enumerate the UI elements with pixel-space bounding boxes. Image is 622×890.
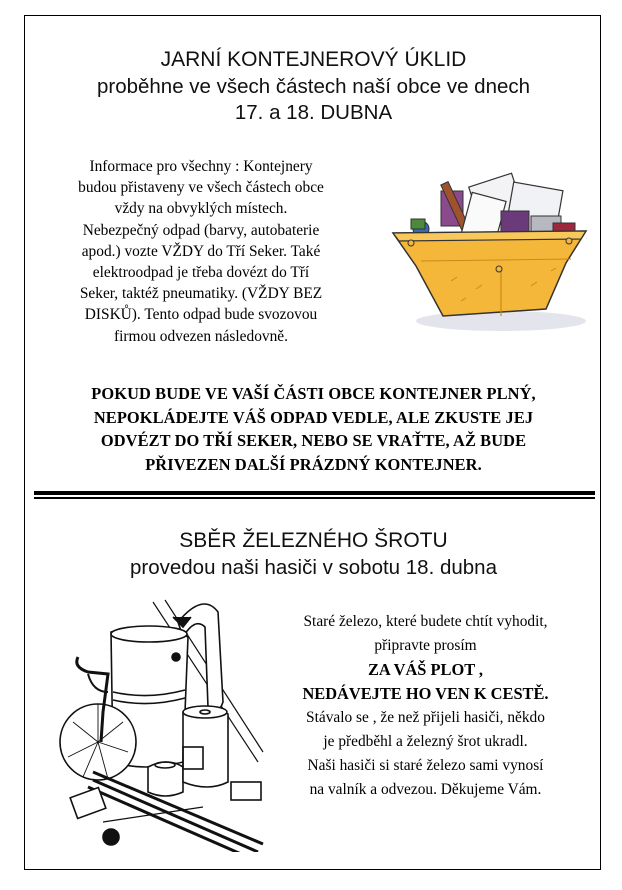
spring-cleanup-heading: [25, 48, 602, 125]
info-line: budou přistaveny ve všech částech obce: [78, 179, 324, 197]
scrap-text-line: na valník a odvezou. Děkujeme Vám.: [309, 781, 542, 798]
info-line: apod.) vozte VŽDY do Tří Seker. Také: [81, 242, 321, 260]
spring-cleanup-title: JARNÍ KONTEJNEROVÝ ÚKLID: [160, 48, 467, 71]
info-line: vždy na obvyklých místech.: [114, 200, 288, 218]
info-line: Nebezpečný odpad (barvy, autobaterie: [82, 221, 320, 239]
scrap-text-line-bold: ZA VÁŠ PLOT ,: [367, 660, 484, 679]
info-line: Informace pro všechny : Kontejnery: [89, 158, 313, 175]
notice-line: POKUD BUDE VE VAŠÍ ČÁSTI OBCE KONTEJNER PLNÝ,: [91, 384, 536, 403]
info-line: Seker, taktéž pneumatiky. (VŽDY BEZ: [79, 285, 323, 303]
scrap-text-line: Staré železo, které budete chtít vyhodit,: [303, 613, 548, 630]
full-container-notice: [25, 382, 602, 476]
waste-container-icon: [381, 161, 601, 341]
scrap-text-line: Naši hasiči si staré železo sami vynosí: [307, 757, 544, 774]
notice-line: NEPOKLÁDEJTE VÁŠ ODPAD VEDLE, ALE ZKUSTE JEJ: [93, 407, 534, 427]
spring-cleanup-subtitle: proběhne ve všech částech naší obce ve dnech: [96, 75, 531, 98]
notice-line: ODVÉZT DO TŘÍ SEKER, NEBO SE VRAŤTE, AŽ BUDE: [100, 431, 527, 450]
scrap-metal-image: [33, 582, 273, 852]
info-line: elektroodpad je třeba dovézt do Tří: [92, 264, 310, 282]
section-divider-thin: [34, 497, 595, 499]
info-line: firmou odvezen následovně.: [114, 327, 288, 345]
scrap-collection-text: [253, 610, 598, 802]
flyer-page: [24, 15, 601, 870]
scrap-text-line: připravte prosím: [374, 637, 477, 654]
scrap-collection-subtitle: provedou naši hasiči v sobotu 18. dubna: [130, 556, 497, 579]
scrap-text-line-bold: NEDÁVEJTE HO VEN K CESTĚ.: [302, 684, 549, 703]
scrap-text-line: Stávalo se , že než přijeli hasiči, někdo: [306, 709, 545, 726]
scrap-metal-icon: [33, 582, 273, 852]
section-divider-thick: [34, 491, 595, 495]
waste-container-image: [381, 161, 601, 341]
info-line: DISKŮ). Tento odpad bude svozovou: [84, 306, 318, 324]
container-info-text: [33, 156, 369, 347]
scrap-text-line: je předběhl a železný šrot ukradl.: [323, 733, 528, 750]
scrap-collection-title: SBĚR ŽELEZNÉHO ŠROTU: [179, 529, 448, 552]
notice-line: PŘIVEZEN DALŠÍ PRÁZDNÝ KONTEJNER.: [145, 454, 482, 474]
spring-cleanup-dates: 17. a 18. DUBNA: [234, 101, 393, 124]
scrap-collection-heading: [25, 529, 602, 580]
